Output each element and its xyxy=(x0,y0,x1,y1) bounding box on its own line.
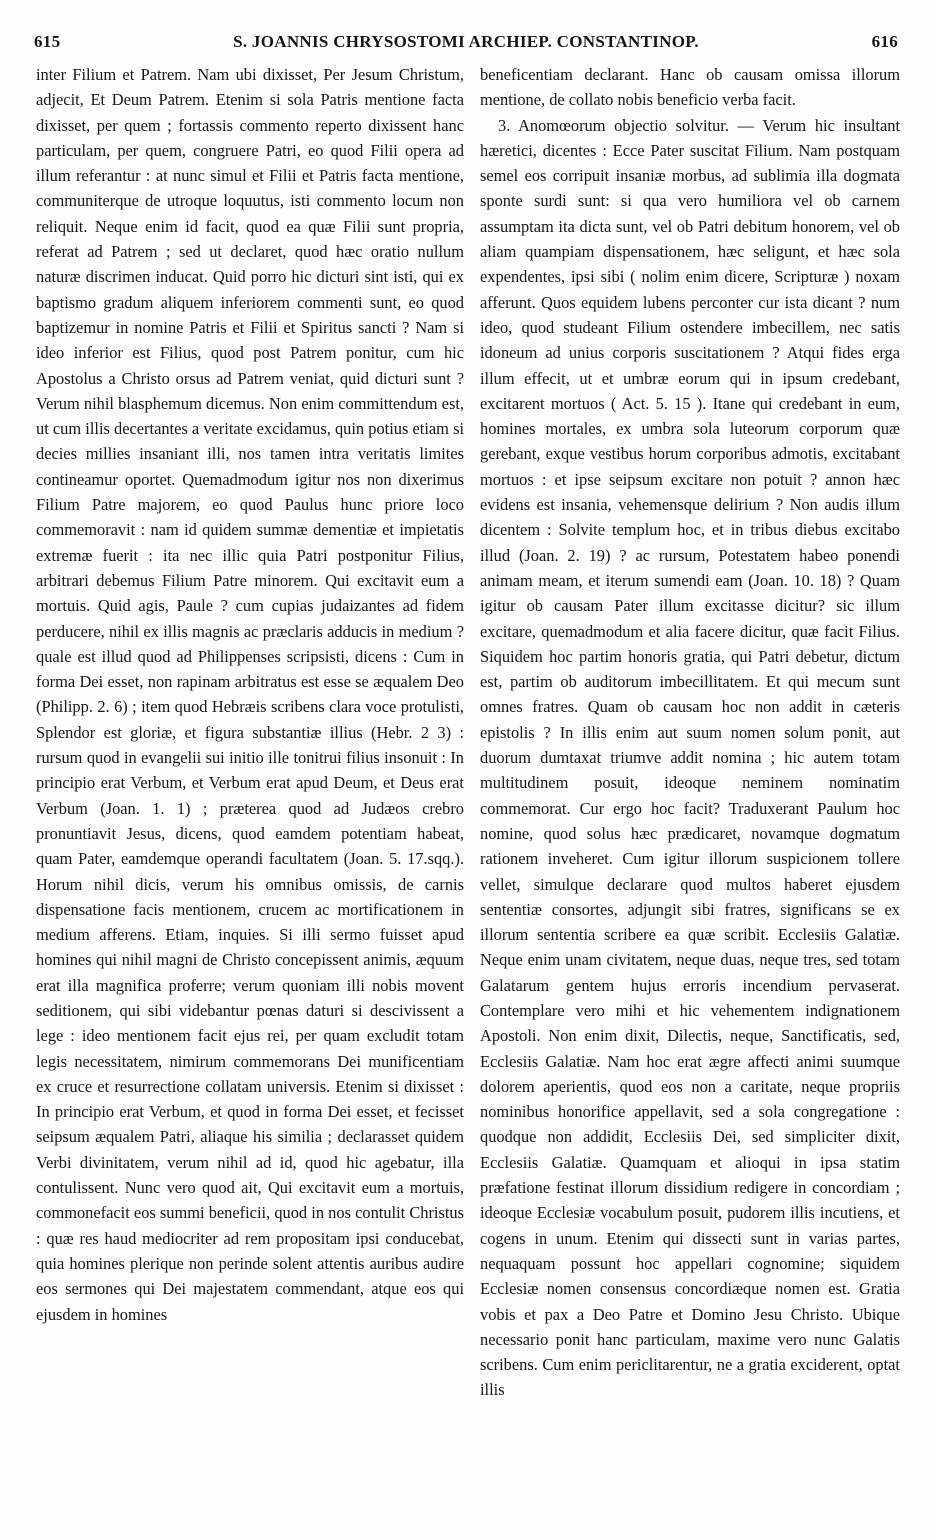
running-title: S. JOANNIS CHRYSOSTOMI ARCHIEP. CONSTANTINOP. xyxy=(233,32,699,51)
page-number-left: 615 xyxy=(34,32,61,51)
left-text-column xyxy=(36,62,464,1534)
right-paragraph-1: beneficentiam declarant. Hanc ob causam omissa illorum mentione, de collato nobis beneficio verba facit. xyxy=(480,65,900,110)
left-paragraph-1: inter Filium et Patrem. Nam ubi dixisset, Per Jesum Christum, adjecit, Et Deum Patrem. Etenim si sola Patris mentione facta dixisset, per quem ; fortassis commento reperto dixissent hanc particulam, per quem, congruere Patri, eo quod Filii opera ad illum referantur : at nunc simul et Filii et Patris facta mentione, communiterque de utroque loquutus, isti commento locum non reliquit. Neque enim id facit, quod ea quæ Filii sunt propria, referat ad Patrem ; sed ut declaret, quod hæc oratio nullum naturæ discrimen inducat. Quid porro hic dicturi sint isti, qui ex baptismo gradum aliquem inferiorem commenti sunt, eo quod baptizemur in nomine Patris et Filii et Spiritus sancti ? Nam si ideo inferior est Filius, quod post Patrem ponitur, cum hic Apostolus a Christo orsus ad Patrem veniat, quid dicturi sunt ? Verum nihil blasphemum dicemus. Non enim committendum est, ut cum illis decertantes a veritate excidamus, quin potius etiam si decies millies insaniant illi, nos tamen intra veritatis limites contineamur oportet. Quemadmodum igitur nos non dixerimus Filium Patre majorem, eo quod Paulus hunc priore loco commemoravit : nam id quidem summæ dementiæ et impietatis extremæ fuerit : ita nec illic quia Patri postponitur Filius, arbitrari debemus Filium Patre minorem. Qui excitavit eum a mortuis. Quid agis, Paule ? cum cupias judaizantes ad fidem perducere, nihil ex illis magnis ac præclaris adducis in medium ? quale est illud quod ad Philippenses scripsisti, dicens : Cum in forma Dei esset, non rapinam arbitratus est esse se æqualem Deo (Philipp. 2. 6) ; item quod Hebræis scribens clara voce protulisti, Splendor est gloriæ, et figura substantiæ illius (Hebr. 2 3) : rursum quod in evangelii sui initio ille tonitrui filius insonuit : In principio erat Verbum, et Verbum erat apud Deum, et Deus erat Verbum (Joan. 1. 1) ; præterea quod ad Judæos crebro pronuntiavit Jesus, dicens, quod eamdem potentiam habeat, quam Pater, eamdemque operandi facultatem (Joan. 5. 17.sqq.). Horum nihil dicis, verum his omnibus omissis, de carnis dispensatione facis mentionem, crucem ac mortificationem in medium afferens. Etiam, inquies. Si illi sermo fuisset apud homines qui nihil magni de Christo concepissent animis, æquum erat illa magnifica proferre; verum quoniam illi nobis movent seditionem, qui sibi videbantur pœnas daturi si descivissent a lege : ideo mentionem facit ejus rei, per quam excludit totam legis necessitatem, nimirum commemorans Dei munificentiam ex cruce et resurrectione collatam universis. Etenim si dixisset : In principio erat Verbum, et quod in forma Dei esset, et fecisset seipsum æqualem Patri, aliaque his similia ; declarasset quidem Verbi divinitatem, verum nihil ad id, quod hic agebatur, illa contulissent. Nunc vero quod ait, Qui excitavit eum a mortuis, commonefacit eos summi beneficii, quod in nos contulit Christus : quæ res haud mediocriter ad rem propositam ipsi conducebat, quia homines plerique non perinde solent attentis auribus audire eos sermones qui Dei majestatem commendant, atque eos qui ejusdem in homines xyxy=(36,65,464,1324)
page-number-right: 616 xyxy=(871,32,898,51)
running-header xyxy=(34,30,898,60)
right-paragraph-2: 3. Anomœorum objectio solvitur. — Verum hic insultant hæretici, dicentes : Ecce Pater suscitat Filium. Nam postquam semel eos corripuit insaniæ morbus, ad sublimia illa dogmata sponte surdi sunt: si qua vero humiliora vel ob carnem assumptam ita dicta sunt, vel ob Patri debitum honorem, vel ob aliam quampiam dispensationem, hæc seligunt, et hæc sola expendentes, ipsi sibi ( nolim enim dicere, Scripturæ ) noxam afferunt. Quos equidem lubens perconter cur ista dicant ? num ideo, quod studeant Filium ostendere imbecillem, nec satis idoneum ad unius corporis suscitationem ? Atqui fides erga illum effecit, ut et umbræ eorum qui in ipsum credebant, excitarent mortuos ( Act. 5. 15 ). Itane qui credebant in eum, homines mortales, ex umbra sola luteorum corporum quæ gerebant, exque vestibus horum corporibus admotis, excitabant mortuos : et ipse seipsum excitare non potuit ? annon hæc evidens est insania, vehemensque delirium ? Non audis illum dicentem : Solvite templum hoc, et in tribus diebus excitabo illud (Joan. 2. 19) ? ac rursum, Potestatem habeo ponendi animam meam, et iterum sumendi eam (Joan. 10. 18) ? Quam igitur ob causam Pater illum excitasse dicitur? sic illum excitare, quemadmodum et alia facere dicitur, quæ facit Filius. Siquidem hoc partim honoris gratia, qui Patri debetur, dictum est, partim ob auditorum imbecillitatem. Et qui mecum sunt omnes fratres. Quam ob causam hoc non addit in cæteris epistolis ? In illis enim aut suum nomen solum ponit, aut duorum dumtaxat triumve addit nomina ; hic autem totam multitudinem posuit, ideoque neminem nominatim commemorat. Cur ergo hoc facit? Traduxerant Paulum hoc nomine, quod solus hæc prædicaret, novamque dogmatum rationem inveheret. Cum igitur illorum suspicionem tollere vellet, simulque declarare quod multos haberet ejusdem sententiæ consortes, adjungit sibi fratres, significans se ex illorum sententia scribere ea quæ scribit. Ecclesiis Galatiæ. Neque enim unam civitatem, neque duas, neque tres, sed totam Galatarum gentem hujus erroris incendium pervaserat. Contemplare vero mihi et hic vehementem indignationem Apostoli. Non enim dixit, Dilectis, neque, Sanctificatis, sed, Ecclesiis Galatiæ. Nam hoc erat ægre affecti animi suumque dolorem aperientis, quod eos non a caritate, neque propriis nominibus honorifice appellavit, sed a sola congregatione : quodque non addidit, Ecclesiis Dei, sed simpliciter dixit, Ecclesiis Galatiæ. Quamquam et alioqui in ipsa statim præfatione festinat illorum dissidium redigere in concordiam ; ideoque Ecclesiæ vocabulum posuit, pudorem illis incutiens, et cogens in unum. Etenim qui dissecti sunt in varias partes, nequaquam possunt hoc appellari cognomine; siquidem Ecclesiæ nomen consensus concordiæque nomen est. Gratia vobis et pax a Deo Patre et Domino Jesu Christo. Ubique necessario ponit hanc particulam, maxime vero nunc Galatis scribens. Cum enim periclitarentur, ne a gratia exciderent, optat illis xyxy=(480,115,900,1400)
right-text-column xyxy=(480,62,900,1534)
